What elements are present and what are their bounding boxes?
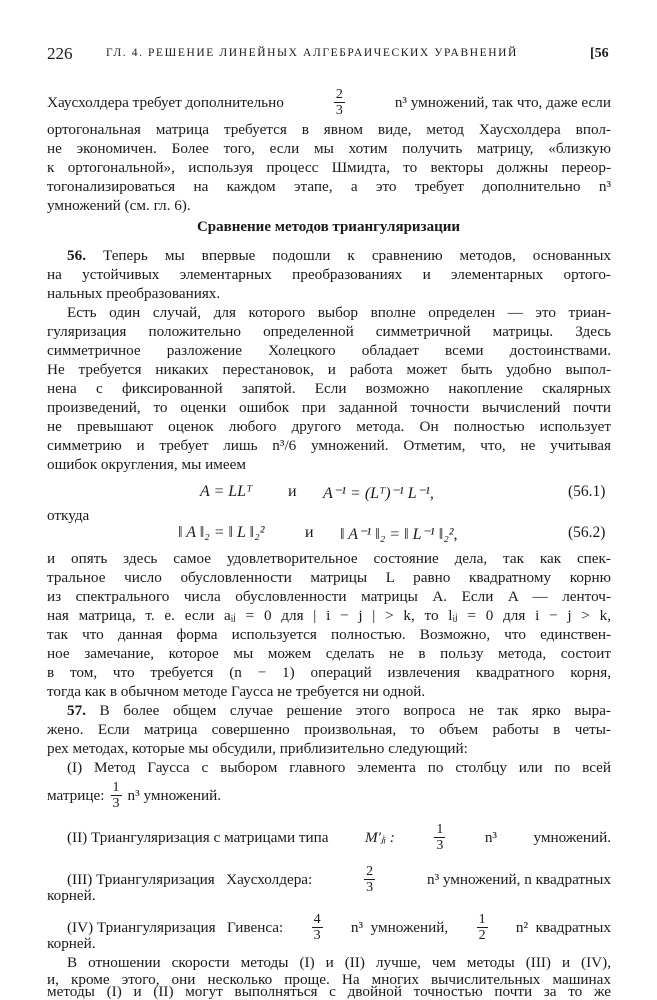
text-line: произведений, то оценки ошибок при заданной точности вычислений почти bbox=[47, 399, 611, 416]
paragraph-number: 56. bbox=[67, 247, 86, 264]
text: (IV) Триангуляризация Гивенса: bbox=[67, 918, 284, 936]
method-4-line-2: корней. bbox=[47, 935, 96, 952]
matrix-symbol: M′ⱼᵢ : bbox=[364, 829, 395, 846]
method-1-line: (I) Метод Гаусса с выбором главного элемента по столбцу или по всей bbox=[67, 759, 611, 776]
text-line: гуляризация положительно определенной симметричной матрицы. Здесь bbox=[47, 323, 611, 340]
fraction-numerator: 1 bbox=[436, 822, 444, 837]
text-line: Есть один случай, для которого выбор вполне определен — это триан- bbox=[67, 304, 611, 321]
text-line: тральное число обусловленности матрицы L равно квадратному корню bbox=[47, 569, 611, 586]
text: умножений. bbox=[533, 828, 611, 846]
running-title: ГЛ. 4. РЕШЕНИЕ ЛИНЕЙНЫХ АЛГЕБРАИЧЕСКИХ УРАВНЕНИЙ bbox=[106, 47, 518, 59]
text-line: ошибок округления, мы имеем bbox=[47, 456, 246, 473]
fraction bbox=[334, 87, 345, 118]
fraction-numerator: 4 bbox=[313, 912, 321, 927]
fraction-denominator: 3 bbox=[313, 928, 321, 943]
text: n³ умножений, bbox=[350, 918, 449, 936]
fraction-denominator: 3 bbox=[366, 880, 374, 895]
method-1-cost bbox=[47, 780, 221, 811]
equation-56-1-left: A = LLᵀ bbox=[200, 483, 253, 500]
text-line: откуда bbox=[47, 507, 90, 524]
fraction-numerator: 1 bbox=[112, 780, 120, 795]
fraction-numerator: 2 bbox=[366, 864, 374, 879]
intro-text-b: n³ умножений, так что, даже если bbox=[394, 93, 611, 111]
text: (II) Триангуляризация с матрицами типа bbox=[67, 828, 329, 846]
equation-56-2-left: ‖ A ‖₂ = ‖ L ‖₂² bbox=[178, 524, 265, 541]
text-line: Не требуется никаких перестановок, и работа может быть удобно выпол- bbox=[47, 361, 611, 378]
fraction-numerator: 2 bbox=[335, 87, 343, 102]
text-line: рех методах, которые мы обсудили, приблизительно следующий: bbox=[47, 740, 468, 757]
text-line: на устойчивых элементарных преобразованиях и элементарных ортого- bbox=[47, 266, 611, 283]
paragraph-57-first-line bbox=[67, 701, 611, 720]
text-line: нальных преобразованиях. bbox=[47, 285, 221, 302]
fraction bbox=[434, 822, 445, 853]
text: n³ умножений. bbox=[127, 786, 222, 804]
method-2-line bbox=[67, 822, 611, 853]
text-line: так что данная форма используется полностью. Возможно, что единствен- bbox=[47, 626, 611, 643]
equation-number: (56.2) bbox=[568, 524, 606, 541]
fraction-denominator: 3 bbox=[335, 103, 343, 118]
text-line: в том, что требуется (n − 1) операций извлечения квадратного корня, bbox=[47, 664, 611, 681]
equation-56-2-right: ‖ A⁻¹ ‖₂ = ‖ L⁻¹ ‖₂², bbox=[340, 526, 458, 543]
text-line: и, кроме этого, они несколько проще. На многих вычислительных машинах bbox=[47, 971, 611, 988]
equation-number: (56.1) bbox=[568, 483, 606, 500]
text-line: симметричное разложение Холецкого обладает всеми достоинствами. bbox=[47, 342, 611, 359]
fraction-denominator: 2 bbox=[478, 928, 486, 943]
text: (III) Триангуляризация Хаусхолдера: bbox=[67, 870, 313, 888]
text-line: из спектрального числа обусловленности матрицы A. Если A — ленточ- bbox=[47, 588, 611, 605]
paragraph-number: 57. bbox=[67, 702, 86, 719]
equation-56-1-and: и bbox=[288, 483, 297, 500]
text-line: не экономичен. Более того, если мы хотим получить матрицу, «близкую bbox=[47, 140, 611, 157]
text-line: не превышают оценок любого другого метода. Он полностью использует bbox=[47, 418, 611, 435]
text-line: ная матрица, т. е. если aᵢⱼ = 0 для | i − j | > k, то lᵢⱼ = 0 для i − j > k, bbox=[47, 607, 611, 624]
paragraph-56-first-line bbox=[67, 246, 611, 265]
equation-56-2-and: и bbox=[305, 524, 314, 541]
text-line: В отношении скорости методы (I) и (II) лучше, чем методы (III) и (IV), bbox=[67, 954, 611, 971]
text-line: ортогональная матрица требуется в явном виде, метод Хаусхолдера впол- bbox=[47, 121, 611, 138]
text-line: симметрию и требует лишь n³/6 умножений. Отметим, что, не учитывая bbox=[47, 437, 611, 454]
section-reference: [56 bbox=[590, 46, 609, 61]
text-line: тогонализироваться на каждом этапе, а это требует дополнительно n³ bbox=[47, 178, 611, 195]
fraction bbox=[111, 780, 122, 811]
intro-text-a: Хаусхолдера требует дополнительно bbox=[47, 93, 284, 111]
fraction-denominator: 3 bbox=[436, 838, 444, 853]
fraction-denominator: 3 bbox=[112, 796, 120, 811]
equation-56-1-right: A⁻¹ = (Lᵀ)⁻¹ L⁻¹, bbox=[323, 485, 434, 502]
text: n³ bbox=[484, 828, 497, 846]
text-line: нена с фиксированной запятой. Если возможно накопление скалярных bbox=[47, 380, 611, 397]
text-line: к ортогональной», используя процесс Шмидта, то векторы должны переор- bbox=[47, 159, 611, 176]
text-line: тогда как в обычном методе Гаусса не требуется ни одной. bbox=[47, 683, 426, 700]
text-line: ное замечание, которое мы можем сделать не в пользу метода, состоит bbox=[47, 645, 611, 662]
text-line: и опять здесь самое удовлетворительное состояние дела, так как спек- bbox=[47, 550, 611, 567]
text-line: жено. Если матрица совершенно произвольная, то объем работы в четы- bbox=[47, 721, 611, 738]
text: n³ умножений, n квадратных bbox=[426, 870, 611, 888]
text-line: умножений (см. гл. 6). bbox=[47, 197, 191, 214]
page-number: 226 bbox=[47, 44, 73, 63]
text-line: методы (I) и (II) могут выполняться с двойной точностью почти за то же bbox=[47, 983, 611, 1000]
section-title: Сравнение методов триангуляризации bbox=[196, 219, 461, 235]
fraction-numerator: 1 bbox=[478, 912, 486, 927]
intro-line-1 bbox=[47, 87, 611, 118]
text: В более общем случае решение этого вопроса не так ярко выра- bbox=[85, 702, 611, 719]
method-3-line-2: корней. bbox=[47, 887, 96, 904]
text: матрице: bbox=[47, 786, 105, 804]
text: n² квадратных bbox=[515, 918, 611, 936]
text: Теперь мы впервые подошли к сравнению методов, основанных bbox=[85, 247, 611, 264]
